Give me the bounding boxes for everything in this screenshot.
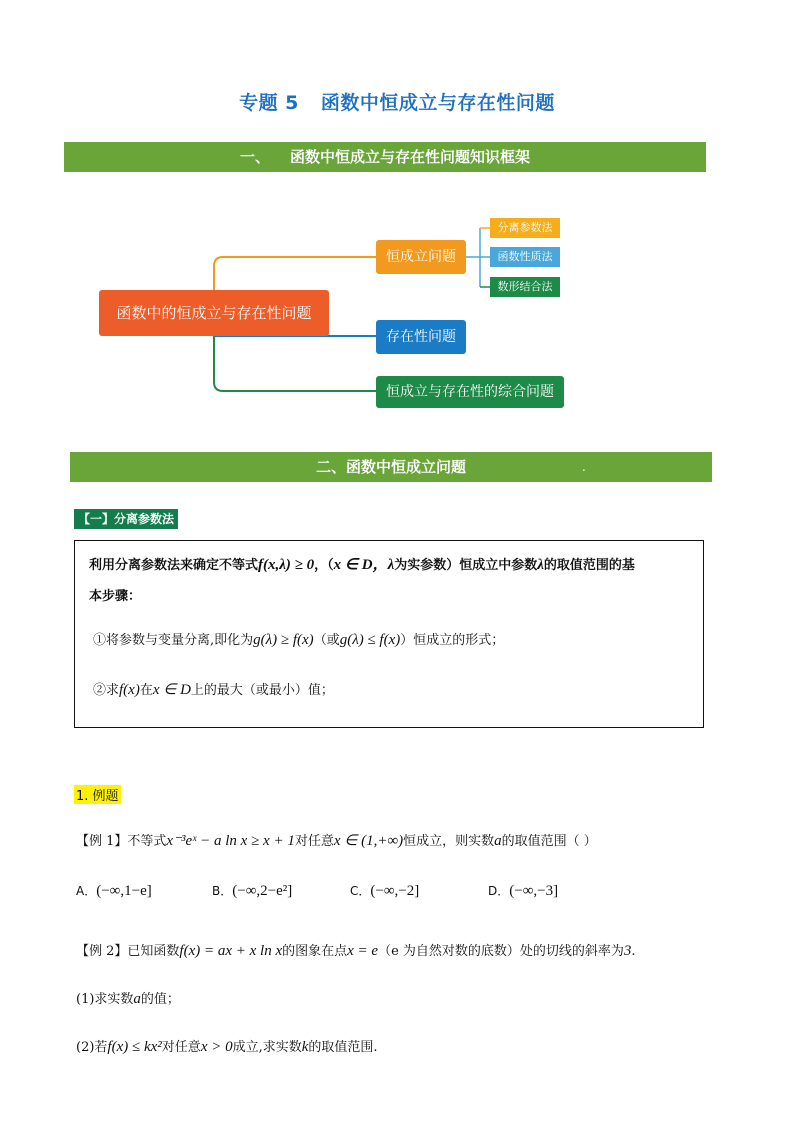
text: ②求 [93, 683, 120, 698]
mindmap-node-cunzai: 存在性问题 [376, 320, 466, 354]
option-value: (−∞,−3] [509, 883, 559, 899]
text: 对任意 [161, 1040, 201, 1055]
text: 恒成立，则实数 [403, 834, 495, 849]
option-a [76, 882, 152, 900]
example-2-part-2 [76, 1036, 378, 1056]
section-title: 函数中恒成立与存在性问题知识框架 [290, 148, 531, 166]
section-bar-hengcheng [70, 452, 712, 482]
math: k [301, 1039, 309, 1055]
example-heading: 1. 例题 [74, 785, 121, 804]
mindmap-node-hengcheng: 恒成立问题 [376, 240, 466, 274]
text: (1)求实数 [76, 992, 134, 1007]
math: f(x) = ax + x ln x [179, 943, 283, 959]
text: 上的最大（或最小）值； [190, 683, 334, 698]
math: x ∈ (1,+∞) [333, 833, 404, 849]
text: (2)若 [76, 1040, 108, 1055]
option-b [212, 882, 292, 900]
text: 为实参数）恒成立中参数 [394, 558, 538, 573]
text: 的图象在点 [282, 944, 348, 959]
mindmap-sub-shuxing: 数形结合法 [490, 277, 560, 297]
text: （e 为自然对数的底数）处的切线的斜率为 [378, 944, 624, 959]
stray-dot: . [582, 460, 586, 474]
option-label: B． [212, 884, 233, 898]
subsection-tag: 【一】分离参数法 [74, 509, 178, 529]
method-step-2 [93, 679, 334, 699]
text: 的取值范围. [308, 1040, 378, 1055]
math: x ∈ D，λ [333, 557, 395, 573]
math: 3 [623, 943, 632, 959]
math: λ [537, 557, 544, 573]
text: 在 [139, 683, 153, 698]
math: f(x) [119, 682, 140, 698]
mindmap-sub-fenli: 分离参数法 [490, 218, 560, 238]
text: 成立,求实数 [232, 1040, 302, 1055]
mindmap-root: 函数中的恒成立与存在性问题 [99, 290, 329, 336]
text: 对任意 [294, 834, 334, 849]
text: 的值； [140, 992, 180, 1007]
text: 【例 1】不等式 [76, 834, 167, 849]
text: 的取值范围（ ） [501, 834, 597, 849]
example-2 [76, 940, 636, 960]
math: g(λ) ≤ f(x) [339, 632, 401, 648]
title-topic-number: 专题 5 [239, 92, 299, 114]
text: 【例 2】已知函数 [76, 944, 180, 959]
text: ，（ [314, 558, 334, 573]
text: . [631, 944, 636, 959]
option-value: (−∞,1−e] [96, 883, 152, 899]
math: x = e [347, 943, 379, 959]
example-2-part-1 [76, 988, 180, 1008]
math: f(x) ≤ kx² [107, 1039, 162, 1055]
math: x > 0 [200, 1039, 233, 1055]
text: ）恒成立的形式； [400, 633, 505, 648]
option-label: C． [350, 884, 371, 898]
math: g(λ) ≥ f(x) [253, 632, 314, 648]
option-value: (−∞,−2] [370, 883, 420, 899]
option-label: A． [76, 884, 97, 898]
example-1 [76, 830, 597, 850]
section-title: 二、函数中恒成立问题 [315, 458, 466, 476]
text: ①将参数与变量分离,即化为 [93, 633, 254, 648]
math: a [494, 833, 502, 849]
math: x⁻³eˣ − a ln x ≥ x + 1 [166, 833, 295, 849]
math: x ∈ D [152, 682, 191, 698]
text: （或 [313, 633, 340, 648]
method-box [74, 540, 704, 728]
method-step-1 [93, 629, 504, 649]
method-line-2: 本步骤： [89, 589, 142, 604]
option-label: D． [488, 884, 510, 898]
section-number: 一、 [239, 148, 270, 166]
math: f(x,λ) ≥ 0 [258, 557, 315, 573]
text: 的取值范围的基 [543, 558, 635, 573]
mindmap-node-zonghe: 恒成立与存在性的综合问题 [376, 376, 564, 408]
option-value: (−∞,2−e²] [232, 883, 293, 899]
title-topic-name: 函数中恒成立与存在性问题 [320, 92, 555, 114]
option-c [350, 882, 419, 900]
mindmap-sub-hanshu: 函数性质法 [490, 247, 560, 267]
math: a [133, 991, 141, 1007]
text: 利用分离参数法来确定不等式 [89, 558, 259, 573]
method-line-1 [89, 553, 635, 574]
option-d [488, 882, 558, 900]
